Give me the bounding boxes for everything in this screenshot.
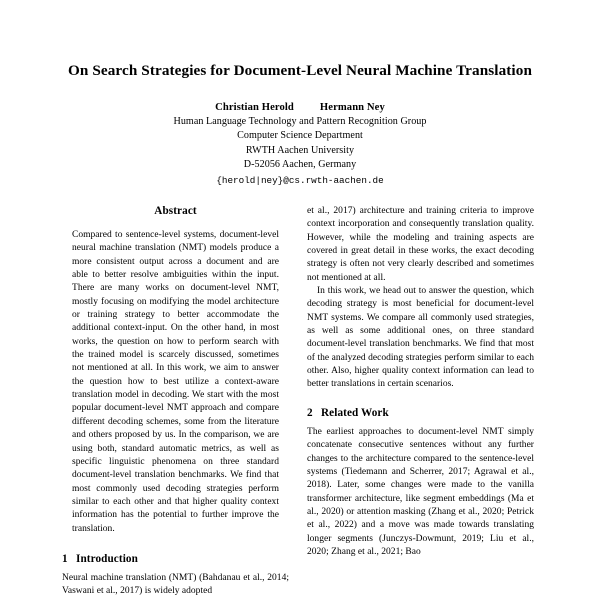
related-work-paragraph: The earliest approaches to document-level NMT simply concatenate consecutive sentences without any further changes to the architecture compared to the sentence-level systems (Tiedemann and Scherrer, 2017; Agrawal et al., 2018). Later, some changes were made to the vanilla transformer architecture, like segment embeddings (Ma et al., 2020) or attention masking (Zhang et al., 2020; Petrick et al., 2022) and a move was made towards translating longer segments (Junczys-Dowmunt, 2019; Liu et al., 2020; Zhang et al., 2021; Bao [307, 426, 534, 557]
affiliation-line: D-52056 Aachen, Germany [243, 158, 357, 170]
affiliation-line: Computer Science Department [237, 130, 363, 142]
affiliation-line: Human Language Technology and Pattern Recognition Group [173, 116, 427, 128]
section-heading-related-work [307, 407, 534, 419]
abstract-text: Compared to sentence-level systems, document-level neural machine translation (NMT) models produce a more consistent output across a document and are able to better resolve ambiguities within the input. There are many works on document-level NMT, mostly focusing on modifying the model architecture or training strategy to better accommodate the additional context-input. On the other hand, in most works, the question on how to perform search with the trained model is scarcely discussed, sometimes not mentioned at all. In this work, we aim to answer the question how to best utilize a context-aware translation model in decoding. We start with the most popular document-level NMT approach and compare different decoding schemes, some from the literature and others proposed by us. In the comparison, we are using both, standard automatic metrics, as well as specific linguistic phenomena on three standard document-level translation benchmarks. We find that most commonly used decoding strategies perform similar to each other and that higher quality context information has the potential to further improve the translation. [72, 230, 279, 534]
affiliation-line: RWTH Aachen University [245, 144, 355, 156]
introduction-paragraph: Neural machine translation (NMT) (Bahdanau et al., 2014; Vaswani et al., 2017) is widely adopted [62, 572, 289, 597]
author-name: Christian Herold [215, 102, 294, 114]
contact-email: {herold|ney}@cs.rwth-aachen.de [216, 175, 384, 187]
right-column [307, 205, 534, 600]
abstract-body [72, 229, 279, 536]
intro-continuation-paragraph: et al., 2017) architecture and training criteria to improve context incorporation and consequently translation quality. However, while the modeling and training aspects are covered in great detail in these works, the exact decoding strategy is often not very clearly described and sometimes not mentioned at all. [307, 206, 534, 283]
intro-contribution-paragraph: In this work, we head out to answer the question, which decoding strategy is most beneficial for document-level NMT systems. We compare all commonly used strategies, as well as some additional ones, on three standard document-level translation benchmarks. We find that most of the analyzed decoding strategies perform similar to each other. Also, higher quality context information can lead to better translations in certain scenarios. [307, 286, 534, 390]
left-column [62, 205, 289, 600]
page-title: On Search Strategies for Document-Level Neural Machine Translation [67, 62, 532, 79]
section-number: 1 [62, 552, 68, 565]
author-name: Hermann Ney [319, 102, 385, 114]
title-block [0, 0, 600, 188]
section-title: Introduction [76, 552, 138, 565]
section-heading-introduction [62, 553, 289, 565]
author-list [0, 102, 600, 113]
body-columns [0, 205, 600, 600]
affiliation-block [0, 115, 600, 188]
abstract-heading: Abstract [154, 205, 197, 217]
section-number: 2 [307, 406, 313, 419]
section-title: Related Work [321, 406, 389, 419]
